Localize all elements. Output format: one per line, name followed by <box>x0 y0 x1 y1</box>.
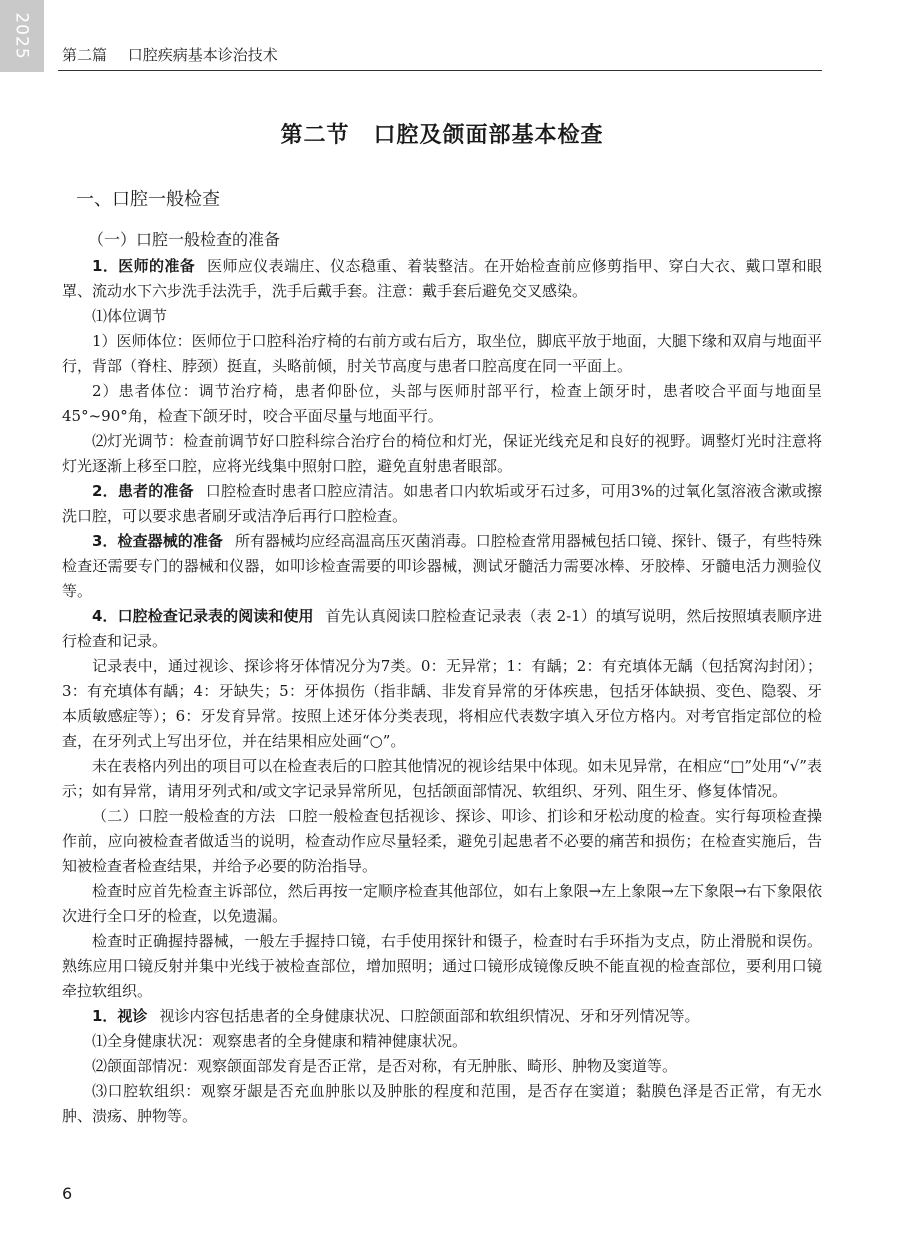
section-number: 第二节 <box>280 123 350 148</box>
paragraph <box>62 804 822 879</box>
heading-1: 一、口腔一般检查 <box>76 189 220 210</box>
paragraph-text: 口腔检查时患者口腔应清洁。如患者口内软垢或牙石过多，可用3%的过氧化氢溶液含漱或擦洗口腔，可以要求患者刷牙或洁净后再行口腔检查。 <box>62 482 822 525</box>
paragraph <box>62 329 822 379</box>
paragraph <box>62 754 822 804</box>
paragraph-lead: 4．口腔检查记录表的阅读和使用 <box>92 607 314 625</box>
page-content <box>62 118 822 1129</box>
paragraph-text: 记录表中，通过视诊、探诊将牙体情况分为7类。0：无异常；1：有龋；2：有充填体无龋（包括窝沟封闭）；3：有充填体有龋；4：牙缺失；5：牙体损伤（指非龋、非发育异常的牙体疾患，包括牙体缺损、变色、隐裂、牙本质敏感症等）；6：牙发育异常。按照上述牙体分类表现，将相应代表数字填入牙位方格内。对考官指定部位的检查，在牙列式上写出牙位，并在结果相应处画“○”。 <box>62 657 822 750</box>
paragraph <box>62 479 822 529</box>
paragraph <box>62 1004 822 1029</box>
paragraph-lead: 1．视诊 <box>92 1007 148 1025</box>
header-rule <box>58 70 822 71</box>
paragraph <box>62 604 822 654</box>
paragraph-text: 检查时应首先检查主诉部位，然后再按一定顺序检查其他部位，如右上象限→左上象限→左下象限→右下象限依次进行全口牙的检查，以免遗漏。 <box>62 882 822 925</box>
running-head <box>62 44 278 65</box>
paragraph-text: 检查时正确握持器械，一般左手握持口镜，右手使用探针和镊子，检查时右手环指为支点，防止滑脱和误伤。熟练应用口镜反射并集中光线于被检查部位，增加照明；通过口镜形成镜像反映不能直视的检查部位，要利用口镜牵拉软组织。 <box>62 932 822 1000</box>
paragraph <box>62 254 822 304</box>
paragraph-subheading: （二）口腔一般检查的方法 <box>92 807 276 825</box>
section-title <box>62 118 822 149</box>
paragraph-text: 未在表格内列出的项目可以在检查表后的口腔其他情况的视诊结果中体现。如未见异常，在相应“□”处用“√”表示；如有异常，请用牙列式和/或文字记录异常所见，包括颌面部情况、软组织、牙列、阻生牙、修复体情况。 <box>62 757 822 800</box>
paragraph <box>62 1029 822 1054</box>
paragraph <box>62 1079 822 1129</box>
paragraph-text: 所有器械均应经高温高压灭菌消毒。口腔检查常用器械包括口镜、探针、镊子，有些特殊检查还需要专门的器械和仪器，如叩诊检查需要的叩诊器械，测试牙髓活力需要冰棒、牙胶棒、牙髓电活力测验仪等。 <box>62 532 822 600</box>
paragraph <box>62 304 822 329</box>
paragraph <box>62 929 822 1004</box>
paragraph <box>62 529 822 604</box>
paragraph-text: ⑶口腔软组织：观察牙龈是否充血肿胀以及肿胀的程度和范围，是否存在窦道；黏膜色泽是否正常，有无水肿、溃疡、肿物等。 <box>62 1082 822 1125</box>
paragraph-text: ⑴全身健康状况：观察患者的全身健康和精神健康状况。 <box>92 1032 468 1050</box>
paragraph <box>62 379 822 429</box>
section-title-text: 口腔及颌面部基本检查 <box>373 123 604 148</box>
paragraph-text: ⑴体位调节 <box>92 307 168 325</box>
paragraph <box>62 879 822 929</box>
page-number: 6 <box>62 1184 73 1203</box>
paragraph-text: 2）患者体位：调节治疗椅，患者仰卧位，头部与医师肘部平行，检查上颌牙时，患者咬合平面与地面呈45°~90°角，检查下颌牙时，咬合平面尽量与地面平行。 <box>62 382 822 425</box>
paragraph-text: ⑵颌面部情况：观察颌面部发育是否正常，是否对称，有无肿胀、畸形、肿物及窦道等。 <box>92 1057 678 1075</box>
paragraph-text: 首先认真阅读口腔检查记录表（表 2-1）的填写说明，然后按照填表顺序进行检查和记录。 <box>62 607 822 650</box>
paragraph <box>62 1054 822 1079</box>
part-label: 第二篇 <box>62 46 108 64</box>
paragraph-text: ⑵灯光调节：检查前调节好口腔科综合治疗台的椅位和灯光，保证光线充足和良好的视野。调整灯光时注意将灯光逐渐上移至口腔，应将光线集中照射口腔，避免直射患者眼部。 <box>62 432 822 475</box>
paragraph <box>62 429 822 479</box>
paragraph-text: 视诊内容包括患者的全身健康状况、口腔颌面部和软组织情况、牙和牙列情况等。 <box>159 1007 700 1025</box>
paragraph-text: 1）医师体位：医师位于口腔科治疗椅的右前方或右后方，取坐位，脚底平放于地面，大腿下缘和双肩与地面平行，背部（脊柱、脖颈）挺直，头略前倾，肘关节高度与患者口腔高度在同一平面上。 <box>62 332 822 375</box>
body-text <box>62 254 822 1129</box>
paragraph-lead: 2．患者的准备 <box>92 482 194 500</box>
paragraph <box>62 654 822 754</box>
paragraph-text: 口腔一般检查包括视诊、探诊、叩诊、扪诊和牙松动度的检查。实行每项检查操作前，应向被检查者做适当的说明，检查动作应尽量轻柔，避免引起患者不必要的痛苦和损伤；在检查实施后，告知被检查者检查结果，并给予必要的防治指导。 <box>62 807 822 875</box>
year-tab: 2025 <box>0 0 44 72</box>
heading-2: （一）口腔一般检查的准备 <box>88 230 281 249</box>
book-title: 口腔疾病基本诊治技术 <box>127 46 278 64</box>
paragraph-lead: 3．检查器械的准备 <box>92 532 223 550</box>
paragraph-lead: 1．医师的准备 <box>92 257 196 275</box>
paragraph-text: 医师应仪表端庄、仪态稳重、着装整洁。在开始检查前应修剪指甲、穿白大衣、戴口罩和眼罩、流动水下六步洗手法洗手，洗手后戴手套。注意：戴手套后避免交叉感染。 <box>62 257 822 300</box>
